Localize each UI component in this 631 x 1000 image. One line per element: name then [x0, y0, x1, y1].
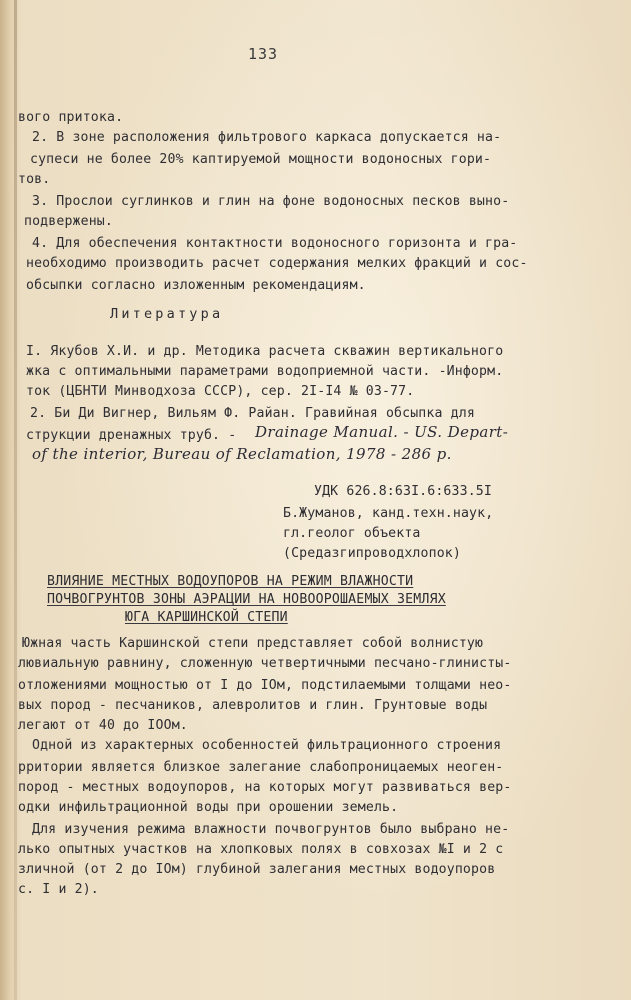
- body-line: Южная часть Каршинской степи представляет собой волнистую: [22, 636, 484, 651]
- text-line: 3. Прослои суглинков и глин на фоне водоносных песков выно-: [32, 194, 510, 209]
- author-position: гл.геолог объекта: [283, 526, 421, 541]
- body-line: лько опытных участков на хлопковых полях в совхозах №I и 2 с: [18, 842, 504, 857]
- text-line: 2. В зоне расположения фильтрового каркаса допускается на-: [32, 130, 502, 145]
- handwritten-note: of the interior, Bureau of Reclamation, 1978 - 286 p.: [32, 445, 452, 463]
- body-line: рритории является близкое залегание слабопроницаемых неоген-: [18, 760, 504, 775]
- body-line: одки инфильтрационной воды при орошении земель.: [18, 800, 399, 815]
- author-organization: (Средазгипроводхлопок): [283, 546, 461, 561]
- body-line: Одной из характерных особенностей фильтрационного строения: [32, 738, 502, 753]
- body-line: с. I и 2).: [18, 882, 99, 897]
- text-line: подвержены.: [24, 214, 113, 229]
- body-line: пород - местных водоупоров, на которых могут развиваться вер-: [18, 780, 512, 795]
- reference-line: 2. Би Ди Вигнер, Вильям Ф. Райан. Гравийная обсыпка для: [30, 406, 475, 421]
- reference-line: жка с оптимальными параметрами водоприемной части. -Информ.: [26, 364, 504, 379]
- text-line: обсыпки согласно изложенным рекомендациям.: [26, 278, 366, 293]
- reference-line: струкции дренажных труб. -: [26, 428, 237, 443]
- page-number: 133: [248, 45, 279, 63]
- body-line: лювиальную равнину, сложенную четвертичными песчано-глинисты-: [18, 656, 512, 671]
- page-spine-shadow: [14, 0, 17, 1000]
- body-line: зличной (от 2 до IOм) глубиной залегания местных водоупоров: [18, 862, 496, 877]
- text-line: необходимо производить расчет содержания мелких фракций и сос-: [26, 256, 528, 271]
- title-line: ПОЧВОГРУНТОВ ЗОНЫ АЭРАЦИИ НА НОВООРОШАЕМЫХ ЗЕМЛЯХ: [47, 592, 446, 607]
- title-line: ЮГА КАРШИНСКОЙ СТЕПИ: [125, 610, 288, 625]
- reference-line: I. Якубов Х.И. и др. Методика расчета скважин вертикального: [26, 344, 504, 359]
- text-line: вого притока.: [18, 110, 124, 125]
- body-line: вых пород - песчаников, алевролитов и глин. Грунтовые воды: [18, 698, 488, 713]
- text-line: 4. Для обеспечения контактности водоносного горизонта и гра-: [32, 236, 518, 251]
- text-line: тов.: [18, 172, 51, 187]
- body-line: легают от 40 до IOOм.: [18, 718, 188, 733]
- literature-heading: Литература: [110, 306, 224, 322]
- title-line: ВЛИЯНИЕ МЕСТНЫХ ВОДОУПОРОВ НА РЕЖИМ ВЛАЖНОСТИ: [47, 574, 414, 589]
- body-line: отложениями мощностью от I до IOм, подстилаемыми толщами нео-: [18, 678, 512, 693]
- author: Б.Жуманов, канд.техн.наук,: [283, 506, 494, 521]
- body-line: Для изучения режима влажности почвогрунтов было выбрано не-: [32, 822, 510, 837]
- udk-code: УДК 626.8:63I.6:633.5I: [314, 484, 492, 499]
- text-line: супеси не более 20% каптируемой мощности водоносных гори-: [30, 152, 492, 167]
- reference-line: ток (ЦБНТИ Минводхоза СССР), сер. 2I-I4 № 03-77.: [26, 384, 415, 399]
- handwritten-note: Drainage Manual. - US. Depart-: [255, 423, 509, 441]
